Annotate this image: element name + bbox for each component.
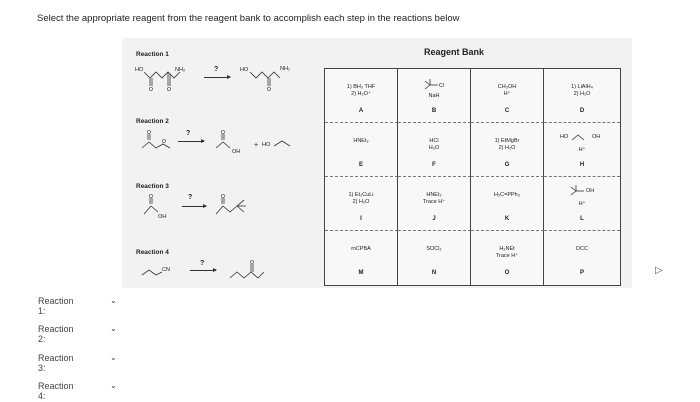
r2-product-ho: HO — [262, 142, 271, 148]
reagent-letter: L — [580, 216, 584, 222]
reaction-1-label: Reaction 1 — [136, 51, 169, 58]
reaction-3-label: Reaction 3 — [136, 183, 169, 190]
reagent-text: SOCl₂ — [426, 246, 442, 252]
question-text: Select the appropriate reagent from the reagent bank to accomplish each step in the reactions below — [37, 13, 460, 24]
reagent-text: HCl H₂O — [428, 138, 440, 151]
r4-start-cn: CN — [162, 267, 170, 273]
reagent-cell-l — [544, 177, 620, 231]
dropdown-reaction-1-label: Reaction 1: — [38, 296, 74, 316]
reagent-cell-j — [398, 177, 471, 231]
reagent-cell-o — [471, 231, 544, 285]
reagent-letter: A — [358, 108, 364, 114]
reaction-4-product-structure — [226, 258, 272, 284]
r1-start-nh2: NH₂ — [175, 67, 186, 73]
svg-text:O: O — [149, 87, 153, 92]
dropdown-reaction-2-label: Reaction 2: — [38, 324, 74, 344]
reagent-cell-e — [325, 123, 398, 177]
reagent-cell-a — [325, 69, 398, 123]
tbuoh-oh-label: OH — [586, 188, 595, 194]
reaction-3-product-structure — [212, 194, 264, 222]
reagent-cell-f — [398, 123, 471, 177]
reaction-4-question: ? — [200, 260, 205, 267]
reagent-letter: H — [579, 162, 585, 168]
dropdown-reaction-2[interactable] — [110, 324, 117, 333]
chevron-down-icon[interactable]: ⌄ — [110, 353, 117, 362]
reagent-cell-d — [544, 69, 620, 123]
reagent-text: NaH — [428, 93, 440, 99]
diol-ho-label: HO — [560, 134, 569, 140]
svg-text:O: O — [167, 87, 171, 92]
reaction-1-arrow — [204, 77, 230, 78]
dropdown-reaction-3[interactable] — [110, 353, 117, 362]
r3-start-oh: OH — [158, 214, 167, 220]
svg-text:O: O — [149, 194, 153, 200]
dropdown-reaction-1[interactable] — [110, 296, 117, 305]
reagent-cell-h — [544, 123, 620, 177]
reagent-letter: D — [579, 108, 585, 114]
reaction-3-question: ? — [188, 194, 193, 201]
r2-plus: + — [254, 142, 259, 149]
svg-text:O: O — [147, 130, 151, 136]
reagent-text: HNEt₂ — [353, 138, 369, 144]
svg-text:O: O — [221, 194, 225, 200]
svg-text:O: O — [221, 130, 225, 136]
reagent-cell-n — [398, 231, 471, 285]
reaction-figure — [122, 38, 632, 288]
mouse-cursor-icon: ▷ — [655, 265, 663, 276]
reagent-letter: K — [504, 216, 510, 222]
reaction-2-arrow — [178, 141, 204, 142]
tert-butyl-chloride-structure — [422, 79, 448, 91]
reagent-text: H⁺ — [578, 201, 586, 207]
reagent-letter: G — [504, 162, 510, 168]
reagent-text: H⁺ — [578, 147, 586, 153]
reagent-text: 1) EtMgBr 2) H₂O — [494, 138, 520, 151]
reagent-cell-i — [325, 177, 398, 231]
chevron-down-icon[interactable]: ⌄ — [110, 296, 117, 305]
reagent-text: H₂C=PPh₃ — [494, 192, 520, 198]
reagent-cell-p — [544, 231, 620, 285]
reagent-text: 1) BH₃ THF 2) H₂O⁺ — [346, 84, 376, 97]
reaction-1-start-structure — [134, 64, 196, 92]
reagent-cell-m — [325, 231, 398, 285]
reagent-letter: B — [431, 108, 437, 114]
reagent-letter: N — [431, 270, 437, 276]
reagent-text: H₂NEt Trace H⁺ — [495, 246, 519, 259]
reaction-4-start-structure — [140, 266, 176, 280]
reaction-4-label: Reaction 4 — [136, 249, 169, 256]
diol-oh-label: OH — [592, 134, 601, 140]
dropdown-reaction-4[interactable] — [110, 381, 117, 390]
dropdown-reaction-3-label: Reaction 3: — [38, 353, 74, 373]
reagent-text: mCPBA — [351, 246, 371, 252]
reagent-letter: O — [504, 270, 510, 276]
reaction-3-arrow — [182, 206, 206, 207]
reagent-letter: J — [432, 216, 436, 222]
reaction-4-arrow — [190, 270, 216, 271]
svg-text:O: O — [162, 139, 166, 145]
reagent-letter: F — [432, 162, 436, 168]
r1-start-ho: HO — [135, 67, 144, 73]
reaction-2-label: Reaction 2 — [136, 118, 169, 125]
reaction-2-start-structure — [140, 130, 184, 156]
r1-product-nh2: NH₂ — [280, 66, 291, 72]
svg-text:O: O — [250, 260, 254, 266]
r1-product-ho: HO — [240, 67, 249, 73]
cl-label: Cl — [439, 83, 444, 89]
reagent-text: 1) Et₂CuLi 2) H₂O — [348, 192, 374, 205]
reagent-letter: P — [579, 270, 584, 276]
svg-text:O: O — [267, 87, 271, 92]
reagent-letter: M — [358, 270, 364, 276]
reagent-bank-title: Reagent Bank — [424, 47, 485, 57]
r2-product-oh: OH — [232, 149, 241, 155]
reagent-text: 1) LiAlH₄ 2) H₂O — [571, 84, 593, 97]
reaction-1-question: ? — [214, 66, 219, 73]
reagent-cell-k — [471, 177, 544, 231]
reagent-cell-c — [471, 69, 544, 123]
reagent-letter: I — [360, 216, 362, 222]
reagent-text: HNEt₂ Trace H⁺ — [422, 192, 446, 205]
reaction-2-question: ? — [186, 130, 191, 137]
reagent-bank-table — [324, 68, 621, 286]
chevron-down-icon[interactable]: ⌄ — [110, 381, 117, 390]
reagent-cell-g — [471, 123, 544, 177]
reagent-text: DCC — [576, 246, 588, 252]
chevron-down-icon[interactable]: ⌄ — [110, 324, 117, 333]
reagent-cell-b — [398, 69, 471, 123]
dropdown-reaction-4-label: Reaction 4: — [38, 381, 74, 401]
reagent-text: CH₃OH H⁺ — [497, 84, 517, 97]
reagent-letter: E — [358, 162, 363, 168]
reagent-letter: C — [504, 108, 510, 114]
